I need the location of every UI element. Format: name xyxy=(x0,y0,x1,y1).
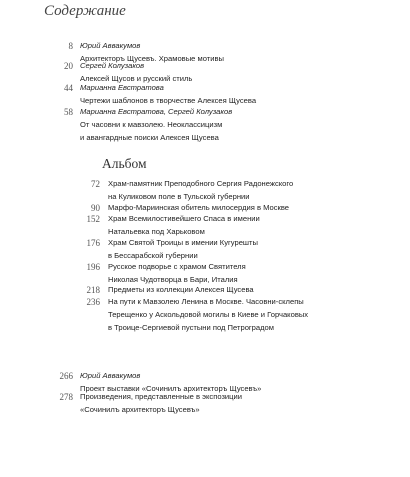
entry-title: Архитекторъ Щусевъ. Храмовые мотивы xyxy=(80,54,224,63)
entry-title: в Троице-Сергиевой пустыни под Петроградом xyxy=(108,323,275,332)
page-number: 176 xyxy=(86,238,100,248)
entry-author: Юрий Аввакумов xyxy=(80,41,141,50)
entry-title: Произведения, представленные в экспозиции xyxy=(80,392,243,401)
album-heading: Альбом xyxy=(102,156,147,171)
page-number: 44 xyxy=(64,83,73,93)
entry-title: в Бессарабской губернии xyxy=(108,251,198,260)
page-number: 266 xyxy=(59,371,73,381)
entry-title: Русское подворье с храмом Святителя xyxy=(108,262,246,271)
page-number: 20 xyxy=(64,61,73,71)
entry-title: Храм-памятник Преподобного Сергия Радонежского xyxy=(108,179,294,188)
entry-title: Чертежи шаблонов в творчестве Алексея Щусева xyxy=(80,96,257,105)
entry-title: Терещенко у Аскольдовой могилы в Киеве и Горчаковых xyxy=(108,310,309,319)
entry-title: Марфо-Мариинская обитель милосердия в Москве xyxy=(108,203,290,212)
entry-title: на Куликовом поле в Тульской губернии xyxy=(108,192,250,201)
entry-title: и авангардные поиски Алексея Щусева xyxy=(80,133,219,142)
entry-title: Храм Всемилостивейшего Спаса в имении xyxy=(108,214,260,223)
entry-author: Юрий Аввакумов xyxy=(80,371,141,380)
toc-title: Содержание xyxy=(44,3,126,19)
page-number: 278 xyxy=(59,392,73,402)
page-number: 196 xyxy=(86,262,100,272)
entry-title: Алексей Щусов и русский стиль xyxy=(80,74,193,83)
entry-author: Марианна Евстратова xyxy=(80,83,164,92)
entry-title: Предметы из коллекции Алексея Щусева xyxy=(108,285,254,294)
page-number: 236 xyxy=(86,297,100,307)
entry-title: На пути к Мавзолею Ленина в Москве. Часовни-склепы xyxy=(108,297,304,306)
entry-title: Николая Чудотворца в Бари, Италия xyxy=(108,275,238,284)
entry-author: Сергей Колузаков xyxy=(80,61,145,70)
entry-author: Марианна Евстратова, Сергей Колузаков xyxy=(80,107,233,116)
page-number: 72 xyxy=(91,179,100,189)
entry-title: «Сочинилъ архитекторъ Щусевъ» xyxy=(80,405,200,414)
entry-title: Храм Святой Троицы в имении Кугурешты xyxy=(108,238,258,247)
entry-title: От часовни к мавзолею. Неоклассицизм xyxy=(80,120,223,129)
page-number: 8 xyxy=(68,41,73,51)
page-number: 90 xyxy=(91,203,100,213)
page-number: 152 xyxy=(86,214,100,224)
entry-title: Проект выставки «Сочинилъ архитекторъ Щусевъ» xyxy=(80,384,262,393)
page-number: 58 xyxy=(64,107,73,117)
entry-title: Натальевка под Харьковом xyxy=(108,227,205,236)
page-number: 218 xyxy=(86,285,100,295)
